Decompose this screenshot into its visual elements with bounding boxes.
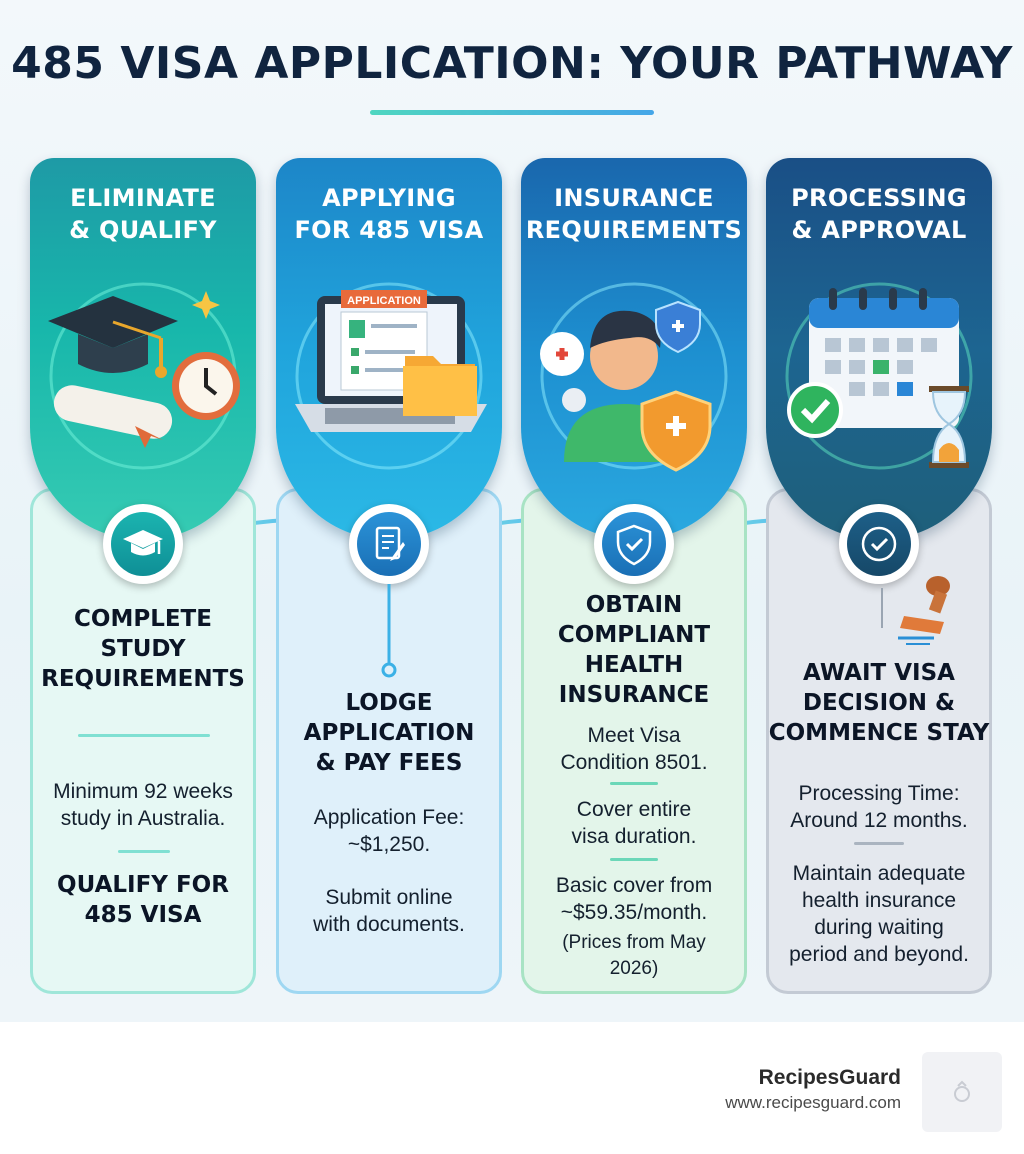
step-3-badge: [594, 504, 674, 584]
divider: [610, 858, 658, 861]
step-4-title: AWAIT VISA DECISION & COMMENCE STAY: [768, 660, 990, 746]
step-3-heading: INSURANCE REQUIREMENTS: [525, 184, 743, 244]
step-3-price-note: (Prices from May 2026): [562, 932, 706, 979]
svg-text:APPLICATION: APPLICATION: [347, 295, 421, 307]
step-4-header-card: [766, 158, 992, 540]
step-1-header-card: [30, 158, 256, 540]
step-1-column: [30, 158, 256, 994]
divider: [610, 782, 658, 785]
step-2-title: LODGE APPLICATION & PAY FEES: [303, 690, 475, 776]
step-2-column: [276, 158, 502, 994]
step-1-outcome: QUALIFY FOR 485 VISA: [57, 872, 229, 928]
brand-name: RecipesGuard: [758, 1066, 901, 1089]
step-3-title: OBTAIN COMPLIANT HEALTH INSURANCE: [557, 592, 711, 708]
step-3-price: Basic cover from ~$59.35/month.: [555, 874, 713, 924]
laptop-application-icon: [289, 276, 489, 476]
page-title: 485 VISA APPLICATION: YOUR PATHWAY: [11, 38, 1013, 89]
step-4-heading: PROCESSING & APPROVAL: [791, 184, 967, 244]
recipesguard-logo: [922, 1052, 1002, 1132]
step-4-detail: Maintain adequate health insurance during waiting period and beyond.: [789, 862, 969, 966]
document-pen-icon: [357, 512, 421, 576]
step-1-heading: ELIMINATE & QUALIFY: [69, 184, 217, 244]
divider: [78, 734, 210, 737]
step-2-detail: Submit online with documents.: [313, 886, 465, 936]
brand-url[interactable]: www.recipesguard.com: [725, 1093, 901, 1112]
logo-icon: [922, 1052, 1002, 1132]
stamp-icon: [876, 568, 966, 648]
calendar-hourglass-icon: [779, 276, 979, 476]
step-4-processing-time: Processing Time: Around 12 months.: [790, 782, 968, 832]
mortarboard-icon: [111, 512, 175, 576]
step-1-detail: Minimum 92 weeks study in Australia.: [53, 780, 233, 830]
step-3-condition: Meet Visa Condition 8501.: [560, 724, 708, 774]
step-1-badge: [103, 504, 183, 584]
person-health-shield-icon: [534, 276, 734, 476]
step-3-duration: Cover entire visa duration.: [571, 798, 697, 848]
step-2-fee: Application Fee: ~$1,250.: [313, 806, 465, 856]
divider: [118, 850, 170, 853]
step-2-heading: APPLYING FOR 485 VISA: [294, 184, 484, 244]
step-3-column: [521, 158, 747, 994]
step-1-title: COMPLETE STUDY REQUIREMENTS: [41, 606, 245, 692]
divider: [854, 842, 904, 845]
step-3-header-card: [521, 158, 747, 540]
step-2-header-card: [276, 158, 502, 540]
graduation-cap-diploma-icon: [43, 276, 243, 476]
step-4-column: [766, 158, 992, 994]
check-circle-icon: [847, 512, 911, 576]
connector-line: [376, 584, 402, 684]
shield-check-icon: [602, 512, 666, 576]
step-2-badge: [349, 504, 429, 584]
